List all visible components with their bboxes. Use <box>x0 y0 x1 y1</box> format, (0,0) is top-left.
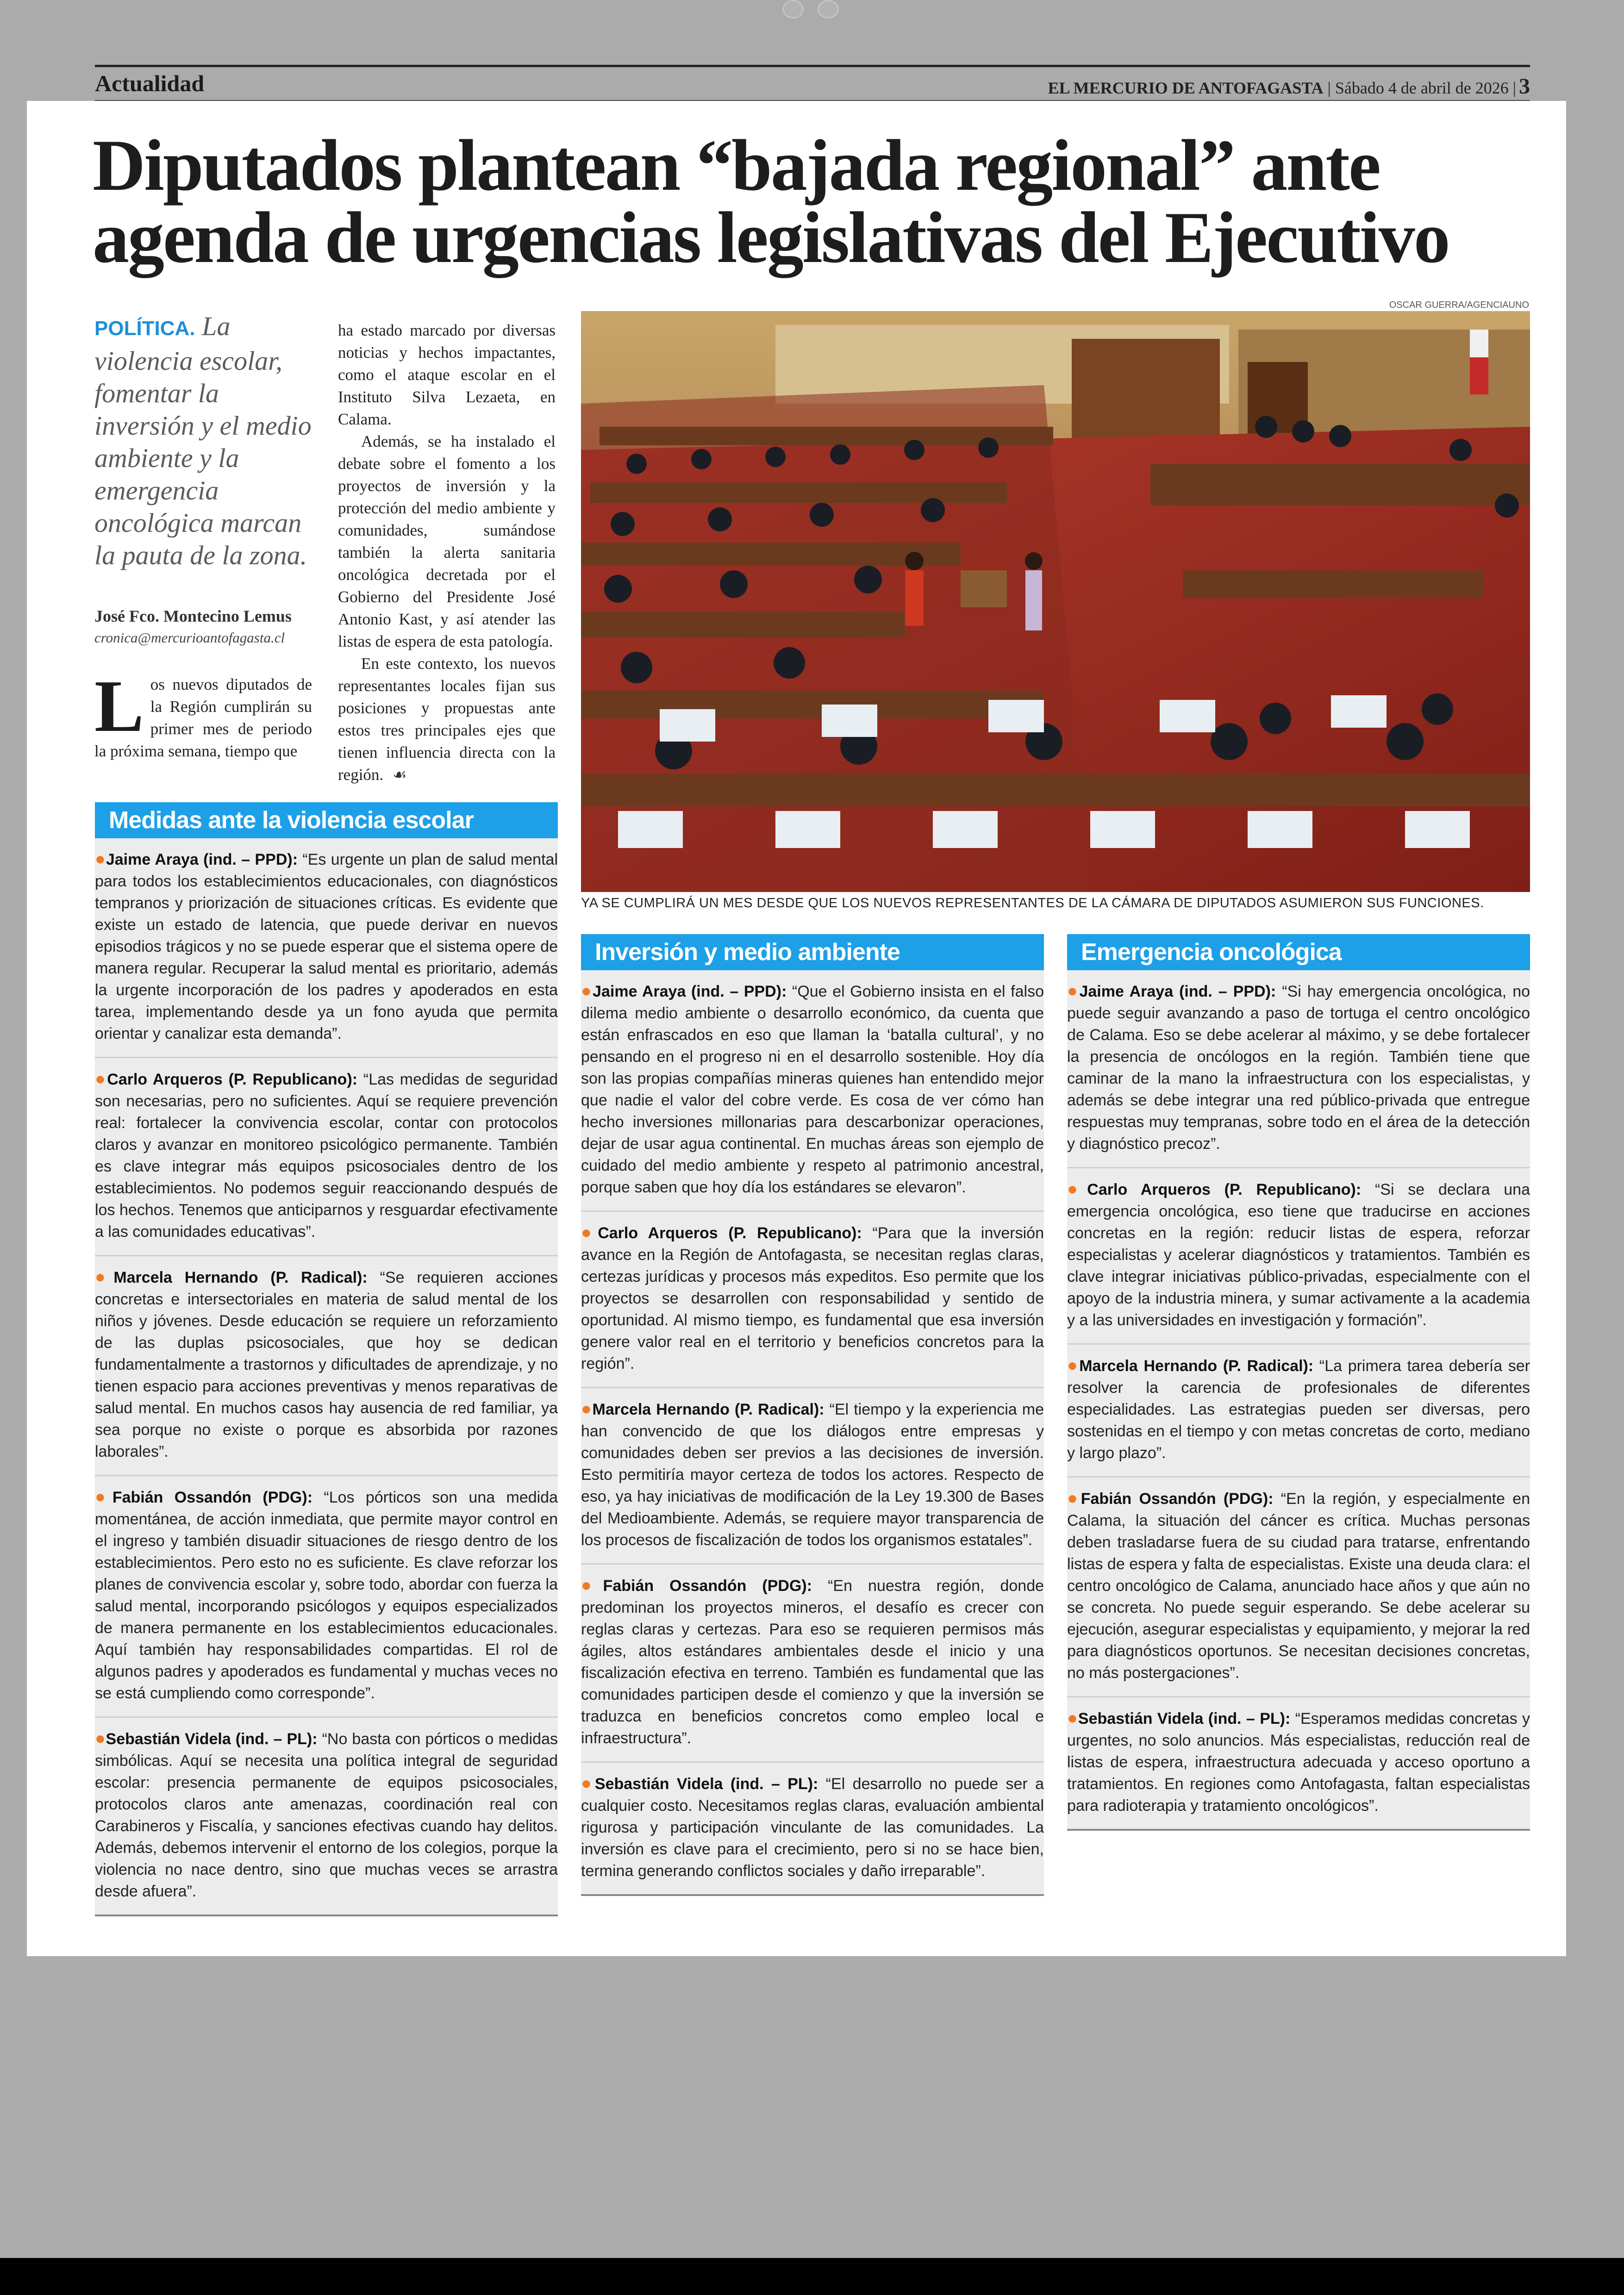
quote: “Si hay emergencia oncológica, no puede seguir avanzando a paso de tortuga el centro oncológico de Calama. Eso se debe acelerar al máximo, y se debe fortalecer la presencia de oncólogos en la región. También tiene que caminar de la mano la infraestructura con los especialistas, y además se debe integrar una red público-privada que entregue respuestas muy tempranas, sobre todo en el área de la detección y diagnóstico precoz”. <box>1067 983 1530 1153</box>
intro-first: os nuevos diputados de la Región cumplirán su primer mes de periodo la próxima semana, tiempo que <box>94 675 312 760</box>
quote-entry <box>1067 1478 1530 1697</box>
bullet-icon: ● <box>1067 1356 1080 1375</box>
prev-page-dot[interactable] <box>782 0 804 19</box>
box-inversion-medio-ambiente <box>581 934 1044 1896</box>
quote: “Que el Gobierno insista en el falso dilema medio ambiente o desarrollo económico, da cuenta que están enfrascados en eso que llaman la ‘batalla cultural’, y no pensando en el progreso ni en el desarrollo sostenible. Hoy día son las propias compañías mineras quienes han entendido mejor que nadie el valor del cobre verde. Es cosa de ver cómo han hecho inversiones millonarias para descarbonizar operaciones, dejar de usar agua continental. En muchas áreas son ejemplo de cuidado del medio ambiente y respeto al patrimonio ancestral, porque saben que hoy día los estándares se elevaron”. <box>581 983 1044 1196</box>
speaker: Marcela Hernando (P. Radical): <box>113 1269 368 1286</box>
speaker: Sebastián Videla (ind. – PL): <box>1078 1710 1291 1727</box>
speaker: Carlo Arqueros (P. Republicano): <box>1087 1181 1362 1198</box>
bullet-icon: ● <box>581 1399 593 1419</box>
speaker: Marcela Hernando (P. Radical): <box>592 1401 824 1418</box>
author-name: José Fco. Montecino Lemus <box>94 607 292 625</box>
bullet-icon: ● <box>581 1774 595 1793</box>
quote: “El tiempo y la experiencia me han convencido de que los diálogos entre empresas y comunidades deben ser previos a las decisiones de inversión. Esto permitiría mayor certeza de todos los actores. Respecto de eso, ya hay iniciativas de modificación de la Ley 19.300 de Bases del Medioambiente. Además, se requiere mayor transparencia de los procesos de fiscalización de todos los organismos estatales”. <box>581 1401 1044 1549</box>
quote: “Los pórticos son una medida momentánea, de acción inmediata, que permite mayor control en el ingreso y también disuadir situaciones de riesgo dentro de los establecimientos. Pero esto no es suficiente. Es clave reforzar los planes de convivencia escolar y, sobre todo, abordar con fuerza la salud mental, incorporando psicólogos y equipos especializados de manera permanente en los establecimientos educacionales. Aquí también hay responsabilidades compartidas. El rol de algunos padres y apoderados es fundamental y muchas veces no se está cumpliendo como corresponde”. <box>95 1489 558 1702</box>
drop-cap: L <box>94 665 144 747</box>
author-email[interactable]: cronica@mercurioantofagasta.cl <box>94 630 285 646</box>
lead-text <box>94 310 312 572</box>
speaker: Sebastián Videla (ind. – PL): <box>106 1730 318 1748</box>
end-mark-icon: ☙ <box>393 767 407 784</box>
bullet-icon: ● <box>1067 1179 1087 1199</box>
box-title: Medidas ante la violencia escolar <box>95 802 558 838</box>
speaker: Fabián Ossandón (PDG): <box>1081 1490 1274 1508</box>
newspaper-name: EL MERCURIO DE ANTOFAGASTA <box>1048 79 1324 97</box>
quote-entry <box>95 1476 558 1718</box>
quote: “Si se declara una emergencia oncológica, eso tiene que traducirse en acciones concretas en la región: reducir listas de espera, reforzar especialistas y acelerar diagnósticos y tratamientos. También es clave integrar iniciativas público-privadas, especialmente con el apoyo de la industria minera, y sumar activamente a la academia y a las universidades en investigación y formación”. <box>1067 1181 1530 1329</box>
speaker: Fabián Ossandón (PDG): <box>112 1489 313 1506</box>
bullet-icon: ● <box>95 1267 114 1287</box>
quote: “Esperamos medidas concretas y urgentes, no solo anuncios. Más especialistas, reducción real de listas de espera, infraestructura adecuada y acceso oportuno a tratamientos. En regiones como Antofagasta, faltan especialistas para radioterapia y tratamiento oncológicos”. <box>1067 1710 1530 1815</box>
photo-caption: YA SE CUMPLIRÁ UN MES DESDE QUE LOS NUEVOS REPRESENTANTES DE LA CÁMARA DE DIPUTADOS ASUMIERON SUS FUNCIONES. <box>581 896 1484 911</box>
quote: “No basta con pórticos o medidas simbólicas. Aquí se necesita una política integral de seguridad escolar: presencia permanente de equipos psicosociales, protocolos claros ante amenazas, coordinación real con Carabineros y Fiscalía, y sanciones efectivas cuando hay delitos. Además, debemos intervenir el entorno de los colegios, porque la violencia no nace dentro, sino que muchas veces se arrastra desde afuera”. <box>95 1730 558 1900</box>
speaker: Sebastián Videla (ind. – PL): <box>594 1775 818 1793</box>
bullet-icon: ● <box>581 981 593 1001</box>
quote-entry <box>1067 1168 1530 1345</box>
speaker: Carlo Arqueros (P. Republicano): <box>598 1224 862 1242</box>
quote: “Para que la inversión avance en la Región de Antofagasta, se necesitan reglas claras, certezas jurídicas y procesos más expeditos. Eso permite que los proyectos se desarrollen con responsabilidad y sentido de oportunidad. Al mismo tiempo, es fundamental que esa inversión genere valor real en el territorio y beneficios concretos para la región”. <box>581 1224 1044 1372</box>
speaker: Jaime Araya (ind. – PPD): <box>593 983 787 1000</box>
quote: “En nuestra región, donde predominan los proyectos mineros, el desafío es crecer con reglas claras y certezas. Para eso se requieren permisos más ágiles, altos estándares ambientales desde el inicio y una fiscalización efectiva en terreno. También es fundamental que las comunidades participen desde el comienzo y que la inversión se traduzca en beneficios concretos como empleo local e infraestructura”. <box>581 1577 1044 1747</box>
quote: “En la región, y especialmente en Calama, la situación del cáncer es crítica. Muchas personas deben trasladarse fuera de su ciudad para tratarse, enfrentando listas de espera y falta de especialistas. Existe una deuda clara: el centro oncológico de Calama, anunciado hace años y que aún no se concreta. No puede seguir esperando. Se debe acelerar su ejecución, asegurar especialistas y equipamiento, y mejorar la red para diagnósticos oportunos. Se necesitan decisiones concretas, no más postergaciones”. <box>1067 1490 1530 1682</box>
quote-entry <box>1067 1697 1530 1829</box>
quote-entry <box>581 970 1044 1212</box>
header-separator-2: | <box>1512 79 1516 97</box>
bullet-icon: ● <box>95 1069 107 1089</box>
page-header <box>95 65 1530 101</box>
box-violencia-escolar <box>95 802 558 1916</box>
quote-entry <box>95 838 558 1058</box>
next-page-dot[interactable] <box>818 0 839 19</box>
quote-entry <box>95 1718 558 1915</box>
quote-entry <box>95 1058 558 1256</box>
paper-info <box>1048 74 1530 99</box>
chamber-illustration <box>581 311 1530 892</box>
bullet-icon: ● <box>1067 1709 1078 1728</box>
bullet-icon: ● <box>1067 1489 1081 1508</box>
quote: “La primera tarea debería ser resolver la carencia de profesionales de diferentes especialidades. Las estrategias pueden ser diversas, pero sostenidas en el tiempo y con metas concretas de corto, mediano y largo plazo”. <box>1067 1357 1530 1462</box>
intro-paragraph: ha estado marcado por diversas noticias y hechos impactantes, como el ataque escolar en el Instituto Silva Lezaeta, en Calama. <box>338 321 556 428</box>
quote-entry <box>581 1212 1044 1388</box>
quote: “Se requieren acciones concretas e intersectoriales en materia de salud mental de los niños y jóvenes. Desde educación se requiere un reforzamiento de las duplas psicosociales, que hoy se dedican fundamentalmente a trastornos y dificultades de aprendizaje, y no tienen espacio para acciones preventivas y menos reparativas de salud mental. En muchos casos hay ausencia de red familiar, ya sea porque no existe o porque es absorbida por razones laborales”. <box>95 1269 558 1460</box>
header-separator: | <box>1327 79 1331 97</box>
intro-p3-text: En este contexto, los nuevos representantes locales fijan sus posiciones y propuestas ante estos tres principales ejes que tienen influencia directa con la región. <box>338 655 556 784</box>
quote: “Las medidas de seguridad son necesarias, pero no suficientes. Aquí se requiere prevención real: fortalecer la convivencia escolar, contar con protocolos claros y avanzar en monitoreo psicológico permanente. También es clave integrar más equipos psicosociales dentro de los establecimientos. No podemos seguir reaccionando después de los hechos. Tenemos que anticiparnos y resguardar efectivamente a las comunidades educativas”. <box>95 1071 558 1241</box>
lead-body: La violencia escolar, fomentar la inversión y el medio ambiente y la emergencia oncológica marcan la pauta de la zona. <box>94 311 312 570</box>
bullet-icon: ● <box>95 849 106 869</box>
section-name: Actualidad <box>95 70 205 96</box>
bullet-icon: ● <box>95 1729 106 1748</box>
bullet-icon: ● <box>1067 981 1080 1001</box>
box-title: Inversión y medio ambiente <box>581 934 1044 970</box>
quote-entry <box>581 1388 1044 1565</box>
kicker: POLÍTICA. <box>94 317 195 340</box>
bullet-icon: ● <box>581 1576 603 1595</box>
quote: “El desarrollo no puede ser a cualquier costo. Necesitamos reglas claras, evaluación ambiental rigurosa y participación vinculante de las comunidades. La inversión es clave para el crecimiento, pero si no se hace bien, termina generando conflictos sociales y daño irreparable”. <box>581 1775 1044 1880</box>
quote-entry <box>95 1256 558 1476</box>
intro-paragraph <box>338 653 556 786</box>
chamber-photo <box>581 311 1530 892</box>
quote-entry <box>581 1565 1044 1763</box>
speaker: Marcela Hernando (P. Radical): <box>1079 1357 1314 1375</box>
box-emergencia-oncologica <box>1067 934 1530 1831</box>
speaker: Fabián Ossandón (PDG): <box>603 1577 812 1595</box>
intro-paragraph: Además, se ha instalado el debate sobre el fomento a los proyectos de inversión y la protección del medio ambiente y comunidades, sumándose también la alerta sanitaria oncológica decretada por el Gobierno del Presidente José Antonio Kast, y así atender las listas de espera de esta patología. <box>338 432 556 650</box>
photo-credit: OSCAR GUERRA/AGENCIAUNO <box>1389 300 1529 310</box>
speaker: Jaime Araya (ind. – PPD): <box>106 851 298 868</box>
intro-column-2 <box>338 319 556 786</box>
bottom-bar <box>0 2258 1624 2295</box>
quote: “Es urgente un plan de salud mental para todos los establecimientos educacionales, con diagnósticos tempranos y priorización de situaciones críticas. Es evidente que existe un estado de latencia, que puede derivar en nuevos episodios trágicos y no se puede esperar que el sistema opere de manera regular. Recuperar la salud mental es prioritario, además la urgente incorporación de los padres y apoderados en esta tarea, implementando desde ya un fono ayuda que permita orientar y canalizar esta demanda”. <box>95 851 558 1042</box>
bullet-icon: ● <box>95 1487 112 1507</box>
quote-entry <box>1067 970 1530 1168</box>
page-nav-dots[interactable] <box>782 0 839 19</box>
page-number: 3 <box>1519 74 1530 99</box>
speaker: Jaime Araya (ind. – PPD): <box>1079 983 1276 1000</box>
quote-entry <box>581 1763 1044 1894</box>
intro-column-1 <box>94 665 312 762</box>
speaker: Carlo Arqueros (P. Republicano): <box>107 1071 358 1088</box>
bullet-icon: ● <box>581 1223 598 1242</box>
box-title: Emergencia oncológica <box>1067 934 1530 970</box>
headline: Diputados plantean “bajada regional” ante agenda de urgencias legislativas del Ejecutivo <box>93 125 1449 278</box>
issue-date: Sábado 4 de abril de 2026 <box>1335 79 1509 97</box>
quote-entry <box>1067 1345 1530 1478</box>
